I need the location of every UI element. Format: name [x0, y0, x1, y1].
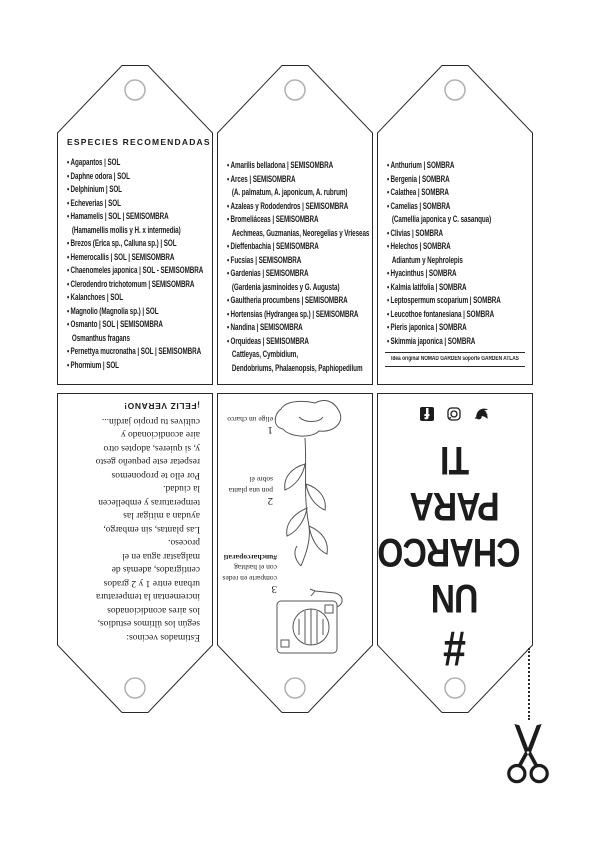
list-item: Las plantas, sin embargo, [103, 524, 200, 534]
list-item: •Arces | SEMISOMBRA [227, 173, 367, 187]
bullet-icon: • [227, 214, 230, 224]
step-number: 2 [267, 495, 273, 507]
list-item: según los últimos estudios, [97, 618, 200, 629]
bullet-icon: • [67, 278, 70, 289]
list-item: Osmanthus fragans [71, 332, 130, 343]
list-item: proceso. [168, 537, 200, 548]
list-item: urbana entre 1 y 2 grados [103, 578, 200, 588]
list-item: •Hyacinthus | SOMBRA [387, 267, 527, 281]
list-item: Adiantum y Nephrolepis [391, 254, 463, 265]
bullet-icon: • [67, 346, 70, 356]
bullet-icon: • [387, 200, 390, 211]
bullet-icon: • [67, 319, 70, 329]
bullet-icon: • [67, 184, 70, 194]
list-item: •Echeverias | SOL [67, 197, 207, 211]
list-item: •Chaenomeles japonica | SOL - SEMISOMBRA [67, 264, 207, 278]
list-item: (Gardenia jasminoides y G. Augusta) [231, 281, 340, 292]
list-item: •Helechos | SOMBRA [387, 240, 527, 254]
closing-greeting: ¡FELIZ VERANO! [123, 401, 200, 412]
list-item: comparte en redes [222, 574, 277, 583]
front-tag-sun-species [57, 65, 213, 385]
bullet-icon: • [67, 292, 70, 302]
front-tag-shade-species [377, 65, 533, 385]
bullet-icon: • [67, 211, 70, 221]
bullet-icon: • [227, 241, 230, 251]
letter-body [62, 414, 200, 644]
credit-line: Idea original NOMAD GARDEN soporte GARDEN ATLAS [385, 352, 525, 367]
list-item: •Amarilis belladona | SEMISOMBRA [227, 159, 367, 173]
neighbors-letter [62, 399, 200, 643]
step-3-text [221, 552, 277, 584]
bullet-icon: • [387, 160, 390, 170]
list-item: •Dieffenbachia | SEMISOMBRA [227, 240, 367, 254]
bullet-icon: • [227, 308, 230, 319]
bullet-icon: • [227, 335, 230, 346]
bullet-icon: • [67, 305, 70, 316]
list-item: y, si quieres, adoptes otro [103, 443, 200, 453]
list-item: centígrados, además de [111, 564, 200, 575]
bullet-icon: • [67, 238, 70, 248]
bullet-icon: • [227, 200, 230, 211]
list-item: temperaturas y embellecen [98, 497, 200, 507]
list-item: aire acondicionado y [120, 429, 200, 440]
ac-unit-icon [269, 587, 345, 657]
puddle-icon [269, 395, 347, 441]
scissors-icon [503, 724, 553, 786]
bullet-icon: • [387, 187, 390, 197]
bullet-icon: • [387, 173, 390, 184]
list-item: •Camelias | SOMBRA [387, 200, 527, 214]
bullet-icon: • [227, 295, 230, 305]
step-number: 1 [267, 424, 273, 436]
list-item: •Kalmia latifolia | SOMBRA [387, 281, 527, 295]
list-item: •Gaultheria procumbens | SEMISOMBRA [227, 294, 367, 308]
list-item: Aechmeas, Guzmanias, Neoregelias y Vrieseas [231, 227, 370, 238]
list-item: •Fucsias | SEMISOMBRA [227, 254, 367, 268]
list-item: malgastar agua en el [122, 551, 200, 561]
list-item: •Bromeliáceas | SEMISOMBRA [227, 213, 367, 227]
list-item: cultives tu propio jardín... [101, 416, 200, 426]
list-item: •Osmanto | SOL | SEMISOMBRA [67, 318, 207, 332]
bullet-icon: • [227, 322, 230, 332]
step-2-text [217, 474, 273, 495]
list-item: ayudan a mitigar las [123, 510, 200, 521]
instagram-icon [448, 407, 462, 421]
back-tag-hashtag [377, 393, 533, 713]
list-item: •Magnolio (Magnolia sp.) | SOL [67, 305, 207, 319]
bullet-icon: • [67, 197, 70, 208]
bullet-icon: • [387, 227, 390, 238]
bullet-icon: • [227, 268, 230, 278]
species-list-semishade [227, 159, 370, 375]
bullet-icon: • [227, 254, 230, 265]
step-2 [217, 474, 273, 507]
list-item: pon una planta [228, 486, 273, 495]
bullet-icon: • [387, 295, 390, 305]
list-item: •Kalanchoes | SOL [67, 291, 207, 305]
list-item: •Pieris japonica | SOMBRA [387, 321, 527, 335]
list-item: respetar este pequeño gesto [95, 456, 200, 467]
list-item: •Gardenias | SEMISOMBRA [227, 267, 367, 281]
twitter-icon [475, 408, 490, 421]
list-item: •Pernettya mucronatha | SOL | SEMISOMBRA [67, 345, 207, 359]
bullet-icon: • [387, 281, 390, 292]
bullet-icon: • [387, 268, 390, 278]
list-item: •Clivias | SOMBRA [387, 227, 527, 241]
social-icons [377, 407, 533, 421]
list-item: la ciudad. [163, 483, 200, 494]
list-item: •Bergenia | SOMBRA [387, 173, 527, 187]
step-number: 3 [271, 583, 277, 595]
plant-icon [273, 438, 337, 568]
list-item: •Brezos (Erica sp., Calluna sp.) | SOL [67, 237, 207, 251]
list-item: (Hamamellis mollis y H. x intermedia) [71, 224, 181, 235]
dotted-cut-line [528, 648, 530, 720]
list-item: con el hashtag [234, 563, 277, 573]
list-item: •Leptospermum scoparium | SOMBRA [387, 294, 527, 308]
back-tag-letter [57, 393, 213, 713]
list-item: •Agapantos | SOL [67, 156, 207, 170]
list-item: incrementan la temperatura [96, 591, 200, 602]
list-item: Cattleyas, Cymbidium, [231, 349, 299, 359]
list-item: Dendobriums, Phalaenopsis, Paphiopedilum [231, 362, 363, 373]
bullet-icon: • [387, 308, 390, 319]
list-item: •Phormium | SOL [67, 359, 207, 373]
bullet-icon: • [227, 160, 230, 170]
bullet-icon: • [227, 173, 230, 184]
list-item: •Nandina | SEMISOMBRA [227, 321, 367, 335]
list-item: elige un charco [227, 415, 273, 424]
bullet-icon: • [387, 322, 390, 332]
list-item: •Anthurium | SOMBRA [387, 159, 527, 173]
bullet-icon: • [67, 251, 70, 262]
step-1-text [217, 414, 273, 425]
list-item: #uncharcoparati [223, 553, 277, 562]
list-item: (A. palmatum, A. japonicum, A. rubrum) [231, 187, 348, 197]
list-item: •Delphinium | SOL [67, 183, 207, 197]
bullet-icon: • [387, 335, 390, 346]
list-item: •Skimmia japonica | SOMBRA [387, 335, 527, 349]
list-item: •Orquideas | SEMISOMBRA [227, 335, 367, 349]
facebook-icon [421, 407, 435, 421]
page-title: ESPECIES RECOMENDADAS [67, 137, 211, 147]
list-item: (Camellia japonica y C. sasanqua) [391, 214, 492, 224]
bullet-icon: • [67, 359, 70, 370]
list-item: •Hamamelis | SOL | SEMISOMBRA [67, 210, 207, 224]
list-item: •Calathea | SOMBRA [387, 186, 527, 200]
back-tag-instructions [217, 393, 373, 713]
bullet-icon: • [67, 170, 70, 181]
bullet-icon: • [67, 157, 70, 167]
step-1 [217, 414, 273, 437]
list-item: •Daphne odora | SOL [67, 170, 207, 184]
campaign-title: # UN CHARCO PARA TI [378, 438, 521, 675]
list-item: sobre él [249, 475, 273, 485]
list-item: •Hortensias (Hydrangea sp.) | SEMISOMBRA [227, 308, 367, 322]
species-list-shade [387, 159, 527, 348]
hash-symbol: # [443, 621, 467, 675]
bullet-icon: • [67, 265, 70, 275]
list-item: Por ello te proponemos [111, 470, 200, 480]
list-item: •Clerodendro trichotomum | SEMISOMBRA [67, 278, 207, 292]
list-item: Estimados vecinos: [126, 632, 200, 642]
list-item: •Leucothoe fontanesiana | SOMBRA [387, 308, 527, 322]
species-list-sun [67, 156, 207, 372]
step-3 [221, 552, 277, 596]
front-tag-semishade-species [217, 65, 373, 385]
list-item: los aires acondicionados [107, 605, 200, 615]
bullet-icon: • [387, 241, 390, 251]
list-item: •Azaleas y Rododendros | SEMISOMBRA [227, 200, 367, 214]
list-item: •Hemerocallis | SOL | SEMISOMBRA [67, 251, 207, 265]
